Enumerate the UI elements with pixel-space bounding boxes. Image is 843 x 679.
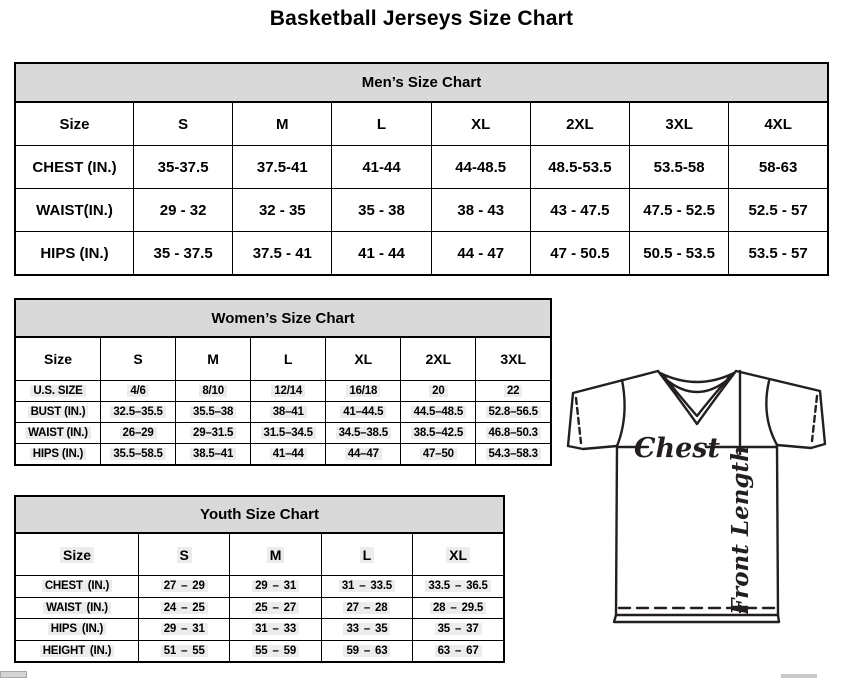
size-cell xyxy=(431,146,530,189)
size-cell xyxy=(401,402,476,423)
size-cell xyxy=(413,640,504,662)
size-cell xyxy=(476,402,551,423)
column-header xyxy=(413,534,504,576)
size-cell xyxy=(101,444,176,466)
size-cell xyxy=(233,189,332,232)
size-cell-text: 52.5 - 57 xyxy=(748,201,808,219)
size-cell-text: 48.5-53.5 xyxy=(548,158,612,176)
column-header xyxy=(134,103,233,146)
size-cell xyxy=(413,576,504,598)
column-header xyxy=(15,103,134,146)
size-cell-text: 35.5–58.5 xyxy=(110,448,165,460)
size-cell-text: 29 - 32 xyxy=(159,201,207,219)
size-cell xyxy=(233,232,332,276)
table-row xyxy=(15,444,551,466)
table-row xyxy=(15,189,828,232)
column-header xyxy=(101,338,176,381)
size-cell xyxy=(401,381,476,402)
column-header xyxy=(139,534,230,576)
size-cell-text: 32 - 35 xyxy=(258,201,306,219)
size-cell-text: 35 – 37 xyxy=(435,623,482,635)
size-cell-text: 26–29 xyxy=(120,427,157,439)
column-header xyxy=(233,103,332,146)
column-header xyxy=(729,103,828,146)
size-cell-text: 33.5 – 36.5 xyxy=(425,580,490,592)
size-cell-text: 38.5–42.5 xyxy=(411,427,466,439)
size-cell xyxy=(230,597,321,619)
size-cell xyxy=(401,423,476,444)
size-cell-text: 58-63 xyxy=(758,158,798,176)
column-header xyxy=(321,534,412,576)
size-cell xyxy=(101,402,176,423)
column-header-text: M xyxy=(276,115,289,133)
jersey-outline-left xyxy=(568,371,658,615)
page-title: Basketball Jerseys Size Chart xyxy=(269,7,574,30)
row-label-text: WAIST (IN.) xyxy=(25,427,91,439)
row-label-text: WAIST (IN.) xyxy=(43,602,111,614)
size-cell xyxy=(251,423,326,444)
size-cell-text: 41-44 xyxy=(362,158,401,176)
column-header-text: 4XL xyxy=(764,115,792,133)
size-cell xyxy=(476,381,551,402)
table-row xyxy=(15,146,828,189)
size-cell xyxy=(251,402,326,423)
column-header-text: M xyxy=(207,351,219,367)
row-label xyxy=(15,444,101,466)
size-cell-text: 41–44.5 xyxy=(340,406,386,418)
jersey-measurement-diagram xyxy=(555,358,841,628)
column-header xyxy=(230,534,321,576)
size-cell xyxy=(476,444,551,466)
row-label-text: U.S. SIZE xyxy=(30,385,85,397)
column-header xyxy=(326,338,401,381)
column-header xyxy=(15,534,139,576)
row-label-text: CHEST (IN.) xyxy=(32,158,117,176)
size-cell-text: 43 - 47.5 xyxy=(550,201,610,219)
size-cell xyxy=(476,423,551,444)
size-cell-text: 35-37.5 xyxy=(157,158,209,176)
womens-size-chart xyxy=(14,298,552,466)
size-cell xyxy=(431,232,530,276)
column-header-text: S xyxy=(133,351,143,367)
size-cell-text: 22 xyxy=(504,385,522,397)
size-cell-text: 27 – 29 xyxy=(161,580,208,592)
size-cell xyxy=(230,640,321,662)
size-cell-text: 37.5-41 xyxy=(256,158,308,176)
column-header xyxy=(332,103,431,146)
mens-chart-title: Men’s Size Chart xyxy=(14,62,829,102)
size-cell xyxy=(326,381,401,402)
horizontal-scrollbar-thumb-right[interactable] xyxy=(781,674,817,678)
header-row xyxy=(15,534,504,576)
size-cell xyxy=(134,232,233,276)
jersey-hem xyxy=(614,615,779,622)
youth-size-table xyxy=(14,533,505,663)
column-header-text: L xyxy=(360,547,375,563)
size-cell-text: 63 – 67 xyxy=(435,645,482,657)
size-cell xyxy=(233,146,332,189)
column-header-text: M xyxy=(267,547,285,563)
column-header xyxy=(15,338,101,381)
column-header-text: L xyxy=(283,351,293,367)
mens-size-table xyxy=(14,102,829,276)
size-cell xyxy=(139,576,230,598)
size-cell-text: 35 - 37.5 xyxy=(153,244,213,262)
column-header-text: XL xyxy=(354,351,373,367)
size-cell-text: 37.5 - 41 xyxy=(252,244,312,262)
column-header-text: S xyxy=(178,115,189,133)
horizontal-scrollbar-thumb-left[interactable] xyxy=(0,671,27,678)
size-cell xyxy=(332,232,431,276)
size-cell xyxy=(729,146,828,189)
size-cell xyxy=(326,402,401,423)
column-header-text: S xyxy=(177,547,192,563)
size-cell-text: 50.5 - 53.5 xyxy=(643,244,715,262)
row-label xyxy=(15,402,101,423)
size-cell xyxy=(321,597,412,619)
size-cell-text: 38 - 43 xyxy=(457,201,505,219)
size-cell xyxy=(321,576,412,598)
column-header-text: Size xyxy=(43,351,72,367)
size-cell xyxy=(530,146,629,189)
row-label-text: HEIGHT (IN.) xyxy=(40,645,115,657)
row-label xyxy=(15,597,139,619)
size-cell xyxy=(176,381,251,402)
table-row xyxy=(15,381,551,402)
size-cell xyxy=(101,423,176,444)
table-row xyxy=(15,619,504,641)
size-cell-text: 53.5-58 xyxy=(653,158,705,176)
size-cell xyxy=(230,619,321,641)
size-cell xyxy=(139,597,230,619)
youth-size-chart xyxy=(14,495,505,663)
size-cell-text: 35 - 38 xyxy=(358,201,405,219)
womens-size-table xyxy=(14,337,552,466)
row-label-text: CHEST (IN.) xyxy=(42,580,112,592)
size-cell-text: 29 – 31 xyxy=(161,623,208,635)
size-cell-text: 29–31.5 xyxy=(190,427,236,439)
size-cell-text: 44–47 xyxy=(345,448,382,460)
column-header xyxy=(251,338,326,381)
column-header xyxy=(431,103,530,146)
size-cell-text: 38.5–41 xyxy=(190,448,236,460)
row-label xyxy=(15,640,139,662)
size-cell xyxy=(176,423,251,444)
table-row xyxy=(15,423,551,444)
size-cell xyxy=(230,576,321,598)
size-cell xyxy=(321,619,412,641)
table-row xyxy=(15,640,504,662)
size-cell xyxy=(530,232,629,276)
table-row xyxy=(15,597,504,619)
row-label xyxy=(15,232,134,276)
size-cell-text: 27 – 28 xyxy=(343,602,390,614)
column-header-text: XL xyxy=(471,115,491,133)
size-cell-text: 44-48.5 xyxy=(455,158,507,176)
size-cell-text: 53.5 - 57 xyxy=(748,244,808,262)
size-cell xyxy=(332,146,431,189)
row-label-text: HIPS (IN.) xyxy=(40,244,109,262)
chest-measure-label: Chest xyxy=(634,433,720,464)
size-cell xyxy=(176,444,251,466)
size-cell-text: 38–41 xyxy=(270,406,307,418)
size-cell-text: 51 – 55 xyxy=(161,645,208,657)
row-label xyxy=(15,146,134,189)
size-cell-text: 31.5–34.5 xyxy=(261,427,316,439)
size-cell xyxy=(326,423,401,444)
row-label xyxy=(15,423,101,444)
size-cell xyxy=(134,146,233,189)
column-header xyxy=(476,338,551,381)
size-cell-text: 4/6 xyxy=(127,385,148,397)
size-cell xyxy=(630,146,729,189)
size-cell xyxy=(101,381,176,402)
size-cell-text: 25 – 27 xyxy=(252,602,299,614)
jersey-armhole-left xyxy=(617,380,625,446)
column-header-text: XL xyxy=(446,547,470,563)
size-cell-text: 31 – 33 xyxy=(252,623,299,635)
sleeve-dashed-line-left xyxy=(576,398,581,443)
size-cell-text: 54.3–58.3 xyxy=(486,448,541,460)
row-label xyxy=(15,576,139,598)
column-header-text: 2XL xyxy=(566,115,594,133)
size-cell-text: 8/10 xyxy=(199,385,227,397)
row-label xyxy=(15,189,134,232)
size-cell-text: 47–50 xyxy=(420,448,457,460)
size-cell-text: 28 – 29.5 xyxy=(430,602,486,614)
row-label xyxy=(15,381,101,402)
size-cell-text: 24 – 25 xyxy=(161,602,208,614)
column-header xyxy=(401,338,476,381)
size-cell xyxy=(139,640,230,662)
size-cell-text: 52.8–56.5 xyxy=(486,406,541,418)
size-cell-text: 29 – 31 xyxy=(252,580,299,592)
size-cell-text: 32.5–35.5 xyxy=(110,406,165,418)
column-header-text: Size xyxy=(60,547,94,563)
size-cell xyxy=(251,381,326,402)
column-header-text: L xyxy=(376,115,387,133)
size-cell xyxy=(326,444,401,466)
size-cell-text: 41 - 44 xyxy=(358,244,405,262)
size-cell-text: 41–44 xyxy=(270,448,307,460)
size-cell-text: 34.5–38.5 xyxy=(336,427,391,439)
size-cell-text: 35.5–38 xyxy=(190,406,236,418)
size-cell xyxy=(630,189,729,232)
column-header-text: Size xyxy=(59,115,90,133)
row-label-text: HIPS (IN.) xyxy=(30,448,86,460)
youth-chart-title: Youth Size Chart xyxy=(14,495,505,533)
size-cell xyxy=(431,189,530,232)
header-row xyxy=(15,103,828,146)
size-cell-text: 33 – 35 xyxy=(343,623,390,635)
size-cell xyxy=(729,232,828,276)
size-cell xyxy=(176,402,251,423)
row-label-text: HIPS (IN.) xyxy=(48,623,106,635)
column-header-text: 2XL xyxy=(425,351,452,367)
column-header-text: 3XL xyxy=(500,351,527,367)
column-header xyxy=(530,103,629,146)
row-label-text: BUST (IN.) xyxy=(28,406,89,418)
header-row xyxy=(15,338,551,381)
column-header xyxy=(630,103,729,146)
size-cell xyxy=(134,189,233,232)
column-header-text: 3XL xyxy=(665,115,693,133)
size-cell-text: 47 - 50.5 xyxy=(550,244,610,262)
size-cell xyxy=(251,444,326,466)
size-cell xyxy=(413,597,504,619)
size-cell-text: 44.5–48.5 xyxy=(411,406,466,418)
size-cell-text: 46.8–50.3 xyxy=(486,427,541,439)
size-cell xyxy=(530,189,629,232)
jersey-armhole-right xyxy=(766,381,777,445)
size-cell-text: 44 - 47 xyxy=(457,244,505,262)
table-row xyxy=(15,402,551,423)
womens-chart-title: Women’s Size Chart xyxy=(14,298,552,337)
size-cell xyxy=(630,232,729,276)
size-cell xyxy=(139,619,230,641)
front-length-label: Front Length xyxy=(727,445,754,615)
size-cell xyxy=(729,189,828,232)
size-cell-text: 20 xyxy=(429,385,447,397)
size-cell-text: 59 – 63 xyxy=(343,645,390,657)
jersey-collar xyxy=(658,371,736,424)
size-cell xyxy=(332,189,431,232)
table-row xyxy=(15,232,828,276)
size-cell-text: 12/14 xyxy=(271,385,305,397)
row-label xyxy=(15,619,139,641)
size-cell-text: 47.5 - 52.5 xyxy=(643,201,715,219)
sleeve-dashed-line-right xyxy=(812,396,817,441)
size-cell-text: 55 – 59 xyxy=(252,645,299,657)
size-cell xyxy=(321,640,412,662)
mens-size-chart xyxy=(14,62,829,276)
size-cell xyxy=(401,444,476,466)
size-cell xyxy=(413,619,504,641)
size-cell-text: 16/18 xyxy=(346,385,380,397)
table-row xyxy=(15,576,504,598)
size-cell-text: 31 – 33.5 xyxy=(339,580,395,592)
row-label-text: WAIST(IN.) xyxy=(36,201,113,219)
column-header xyxy=(176,338,251,381)
